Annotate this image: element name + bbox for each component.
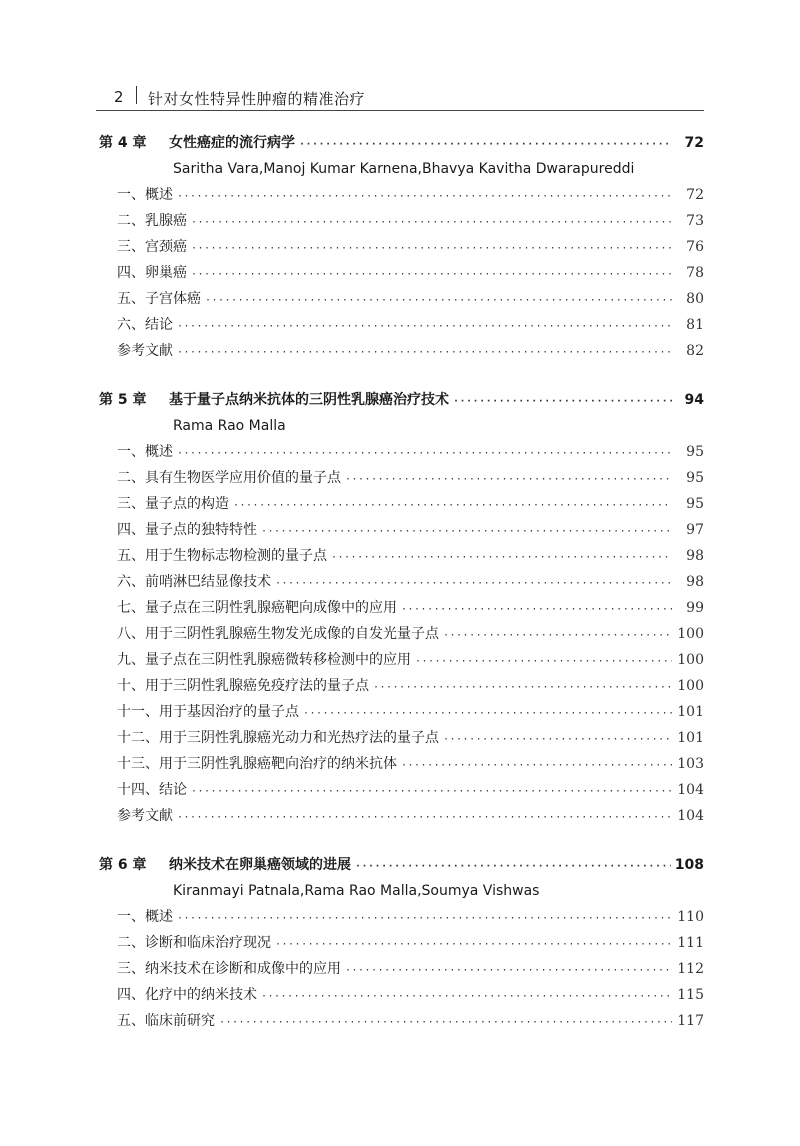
toc-entry[interactable] bbox=[99, 208, 704, 234]
toc-entry[interactable] bbox=[99, 517, 704, 543]
entry-title: 三、纳米技术在诊断和成像中的应用 bbox=[117, 961, 341, 977]
dot-leader bbox=[191, 236, 672, 262]
dot-leader bbox=[443, 623, 672, 649]
toc-entry[interactable] bbox=[99, 595, 704, 621]
entry-title: 一、概述 bbox=[117, 187, 173, 203]
toc-entry[interactable] bbox=[99, 260, 704, 286]
dot-leader bbox=[401, 753, 672, 779]
dot-leader bbox=[275, 571, 672, 597]
entry-page-number: 104 bbox=[677, 782, 704, 798]
chapter-heading-row[interactable] bbox=[99, 130, 704, 156]
dot-leader bbox=[331, 545, 672, 571]
chapter-page-number: 108 bbox=[674, 857, 704, 873]
toc-entry[interactable] bbox=[99, 569, 704, 595]
toc-entry[interactable] bbox=[99, 647, 704, 673]
entry-title: 五、临床前研究 bbox=[117, 1013, 215, 1029]
entry-page-number: 76 bbox=[686, 239, 704, 255]
chapter-number: 第 5 章 bbox=[99, 392, 147, 408]
entry-page-number: 100 bbox=[677, 652, 704, 668]
dot-leader bbox=[191, 210, 672, 236]
entry-page-number: 104 bbox=[677, 808, 704, 824]
header-book-title: 针对女性特异性肿瘤的精准治疗 bbox=[148, 90, 366, 108]
entry-title: 二、乳腺癌 bbox=[117, 213, 187, 229]
toc-entry[interactable] bbox=[99, 465, 704, 491]
entry-title: 参考文献 bbox=[117, 343, 173, 359]
chapter-title: 纳米技术在卵巢癌领域的进展 bbox=[169, 857, 351, 873]
entry-page-number: 100 bbox=[677, 626, 704, 642]
entry-page-number: 98 bbox=[686, 548, 704, 564]
toc-entry[interactable] bbox=[99, 234, 704, 260]
entry-title: 八、用于三阴性乳腺癌生物发光成像的自发光量子点 bbox=[117, 626, 439, 642]
entry-title: 九、量子点在三阴性乳腺癌微转移检测中的应用 bbox=[117, 652, 411, 668]
chapter-heading-row[interactable] bbox=[99, 852, 704, 878]
chapter-page-number: 72 bbox=[684, 135, 704, 151]
entry-page-number: 111 bbox=[677, 935, 704, 951]
entry-page-number: 117 bbox=[677, 1013, 704, 1029]
chapter-authors: Rama Rao Malla bbox=[173, 418, 286, 434]
entry-page-number: 95 bbox=[686, 444, 704, 460]
entry-title: 三、量子点的构造 bbox=[117, 496, 229, 512]
entry-title: 六、结论 bbox=[117, 317, 173, 333]
entry-page-number: 110 bbox=[677, 909, 704, 925]
entry-page-number: 115 bbox=[677, 987, 704, 1003]
toc-entry[interactable] bbox=[99, 439, 704, 465]
toc-entry[interactable] bbox=[99, 491, 704, 517]
entry-title: 三、宫颈癌 bbox=[117, 239, 187, 255]
dot-leader bbox=[261, 519, 672, 545]
dot-leader bbox=[205, 288, 672, 314]
entry-title: 十三、用于三阴性乳腺癌靶向治疗的纳米抗体 bbox=[117, 756, 397, 772]
toc-entry[interactable] bbox=[99, 338, 704, 364]
dot-leader bbox=[191, 262, 672, 288]
chapter-title: 基于量子点纳米抗体的三阴性乳腺癌治疗技术 bbox=[169, 392, 449, 408]
entry-page-number: 103 bbox=[677, 756, 704, 772]
entry-title: 十一、用于基因治疗的量子点 bbox=[117, 704, 299, 720]
dot-leader bbox=[401, 597, 672, 623]
dot-leader bbox=[261, 984, 672, 1010]
entry-title: 七、量子点在三阴性乳腺癌靶向成像中的应用 bbox=[117, 600, 397, 616]
entry-title: 六、前哨淋巴结显像技术 bbox=[117, 574, 271, 590]
toc-chapter bbox=[99, 852, 704, 1034]
entry-title: 参考文献 bbox=[117, 808, 173, 824]
entry-page-number: 112 bbox=[677, 961, 704, 977]
dot-leader bbox=[415, 649, 672, 675]
entry-page-number: 99 bbox=[686, 600, 704, 616]
entry-title: 十、用于三阴性乳腺癌免疫疗法的量子点 bbox=[117, 678, 369, 694]
entry-page-number: 80 bbox=[686, 291, 704, 307]
entry-page-number: 101 bbox=[677, 730, 704, 746]
dot-leader bbox=[355, 854, 671, 880]
entry-page-number: 101 bbox=[677, 704, 704, 720]
chapter-entries bbox=[99, 182, 704, 364]
dot-leader bbox=[177, 906, 672, 932]
chapter-page-number: 94 bbox=[684, 392, 704, 408]
entry-title: 二、诊断和临床治疗现况 bbox=[117, 935, 271, 951]
entry-page-number: 100 bbox=[677, 678, 704, 694]
entry-page-number: 95 bbox=[686, 496, 704, 512]
entry-page-number: 81 bbox=[686, 317, 704, 333]
entry-title: 五、子宫体癌 bbox=[117, 291, 201, 307]
entry-title: 十二、用于三阴性乳腺癌光动力和光热疗法的量子点 bbox=[117, 730, 439, 746]
entry-title: 四、卵巢癌 bbox=[117, 265, 187, 281]
toc-entry[interactable] bbox=[99, 904, 704, 930]
dot-leader bbox=[191, 779, 672, 805]
dot-leader bbox=[275, 932, 672, 958]
chapter-number: 第 4 章 bbox=[99, 135, 147, 151]
dot-leader bbox=[453, 389, 672, 415]
header-rule bbox=[96, 110, 704, 111]
toc-entry[interactable] bbox=[99, 956, 704, 982]
dot-leader bbox=[177, 340, 672, 366]
header-page-number: 2 bbox=[114, 88, 124, 106]
entry-page-number: 73 bbox=[686, 213, 704, 229]
dot-leader bbox=[177, 184, 672, 210]
toc-entry[interactable] bbox=[99, 182, 704, 208]
dot-leader bbox=[299, 132, 672, 158]
toc-entry[interactable] bbox=[99, 673, 704, 699]
toc-entry[interactable] bbox=[99, 803, 704, 829]
chapter-heading-row[interactable] bbox=[99, 387, 704, 413]
toc-entry[interactable] bbox=[99, 982, 704, 1008]
dot-leader bbox=[233, 493, 672, 519]
chapter-authors: Kiranmayi Patnala,Rama Rao Malla,Soumya Vishwas bbox=[173, 883, 540, 899]
chapter-number: 第 6 章 bbox=[99, 857, 147, 873]
toc-chapter bbox=[99, 130, 704, 364]
entry-page-number: 98 bbox=[686, 574, 704, 590]
entry-title: 四、量子点的独特特性 bbox=[117, 522, 257, 538]
entry-page-number: 78 bbox=[686, 265, 704, 281]
header-divider bbox=[136, 86, 137, 104]
entry-title: 十四、结论 bbox=[117, 782, 187, 798]
entry-title: 四、化疗中的纳米技术 bbox=[117, 987, 257, 1003]
dot-leader bbox=[303, 701, 672, 727]
chapter-title: 女性癌症的流行病学 bbox=[169, 135, 295, 151]
chapter-authors: Saritha Vara,Manoj Kumar Karnena,Bhavya Kavitha Dwarapureddi bbox=[173, 161, 635, 177]
toc-chapter bbox=[99, 387, 704, 829]
dot-leader bbox=[345, 467, 672, 493]
dot-leader bbox=[443, 727, 672, 753]
entry-title: 五、用于生物标志物检测的量子点 bbox=[117, 548, 327, 564]
entry-title: 二、具有生物医学应用价值的量子点 bbox=[117, 470, 341, 486]
chapter-entries bbox=[99, 904, 704, 1034]
entry-page-number: 82 bbox=[686, 343, 704, 359]
entry-page-number: 72 bbox=[686, 187, 704, 203]
entry-page-number: 97 bbox=[686, 522, 704, 538]
dot-leader bbox=[177, 314, 672, 340]
dot-leader bbox=[219, 1010, 672, 1036]
dot-leader bbox=[177, 805, 672, 831]
dot-leader bbox=[177, 441, 672, 467]
running-header bbox=[96, 82, 704, 112]
entry-title: 一、概述 bbox=[117, 909, 173, 925]
toc-entry[interactable] bbox=[99, 286, 704, 312]
toc-entry[interactable] bbox=[99, 621, 704, 647]
dot-leader bbox=[345, 958, 672, 984]
toc-entry[interactable] bbox=[99, 751, 704, 777]
toc-entry[interactable] bbox=[99, 543, 704, 569]
toc-entry[interactable] bbox=[99, 777, 704, 803]
toc-entry[interactable] bbox=[99, 699, 704, 725]
table-of-contents bbox=[99, 130, 704, 1057]
toc-entry[interactable] bbox=[99, 312, 704, 338]
toc-entry[interactable] bbox=[99, 1008, 704, 1034]
toc-entry[interactable] bbox=[99, 725, 704, 751]
entry-title: 一、概述 bbox=[117, 444, 173, 460]
toc-entry[interactable] bbox=[99, 930, 704, 956]
dot-leader bbox=[373, 675, 672, 701]
chapter-entries bbox=[99, 439, 704, 829]
entry-page-number: 95 bbox=[686, 470, 704, 486]
